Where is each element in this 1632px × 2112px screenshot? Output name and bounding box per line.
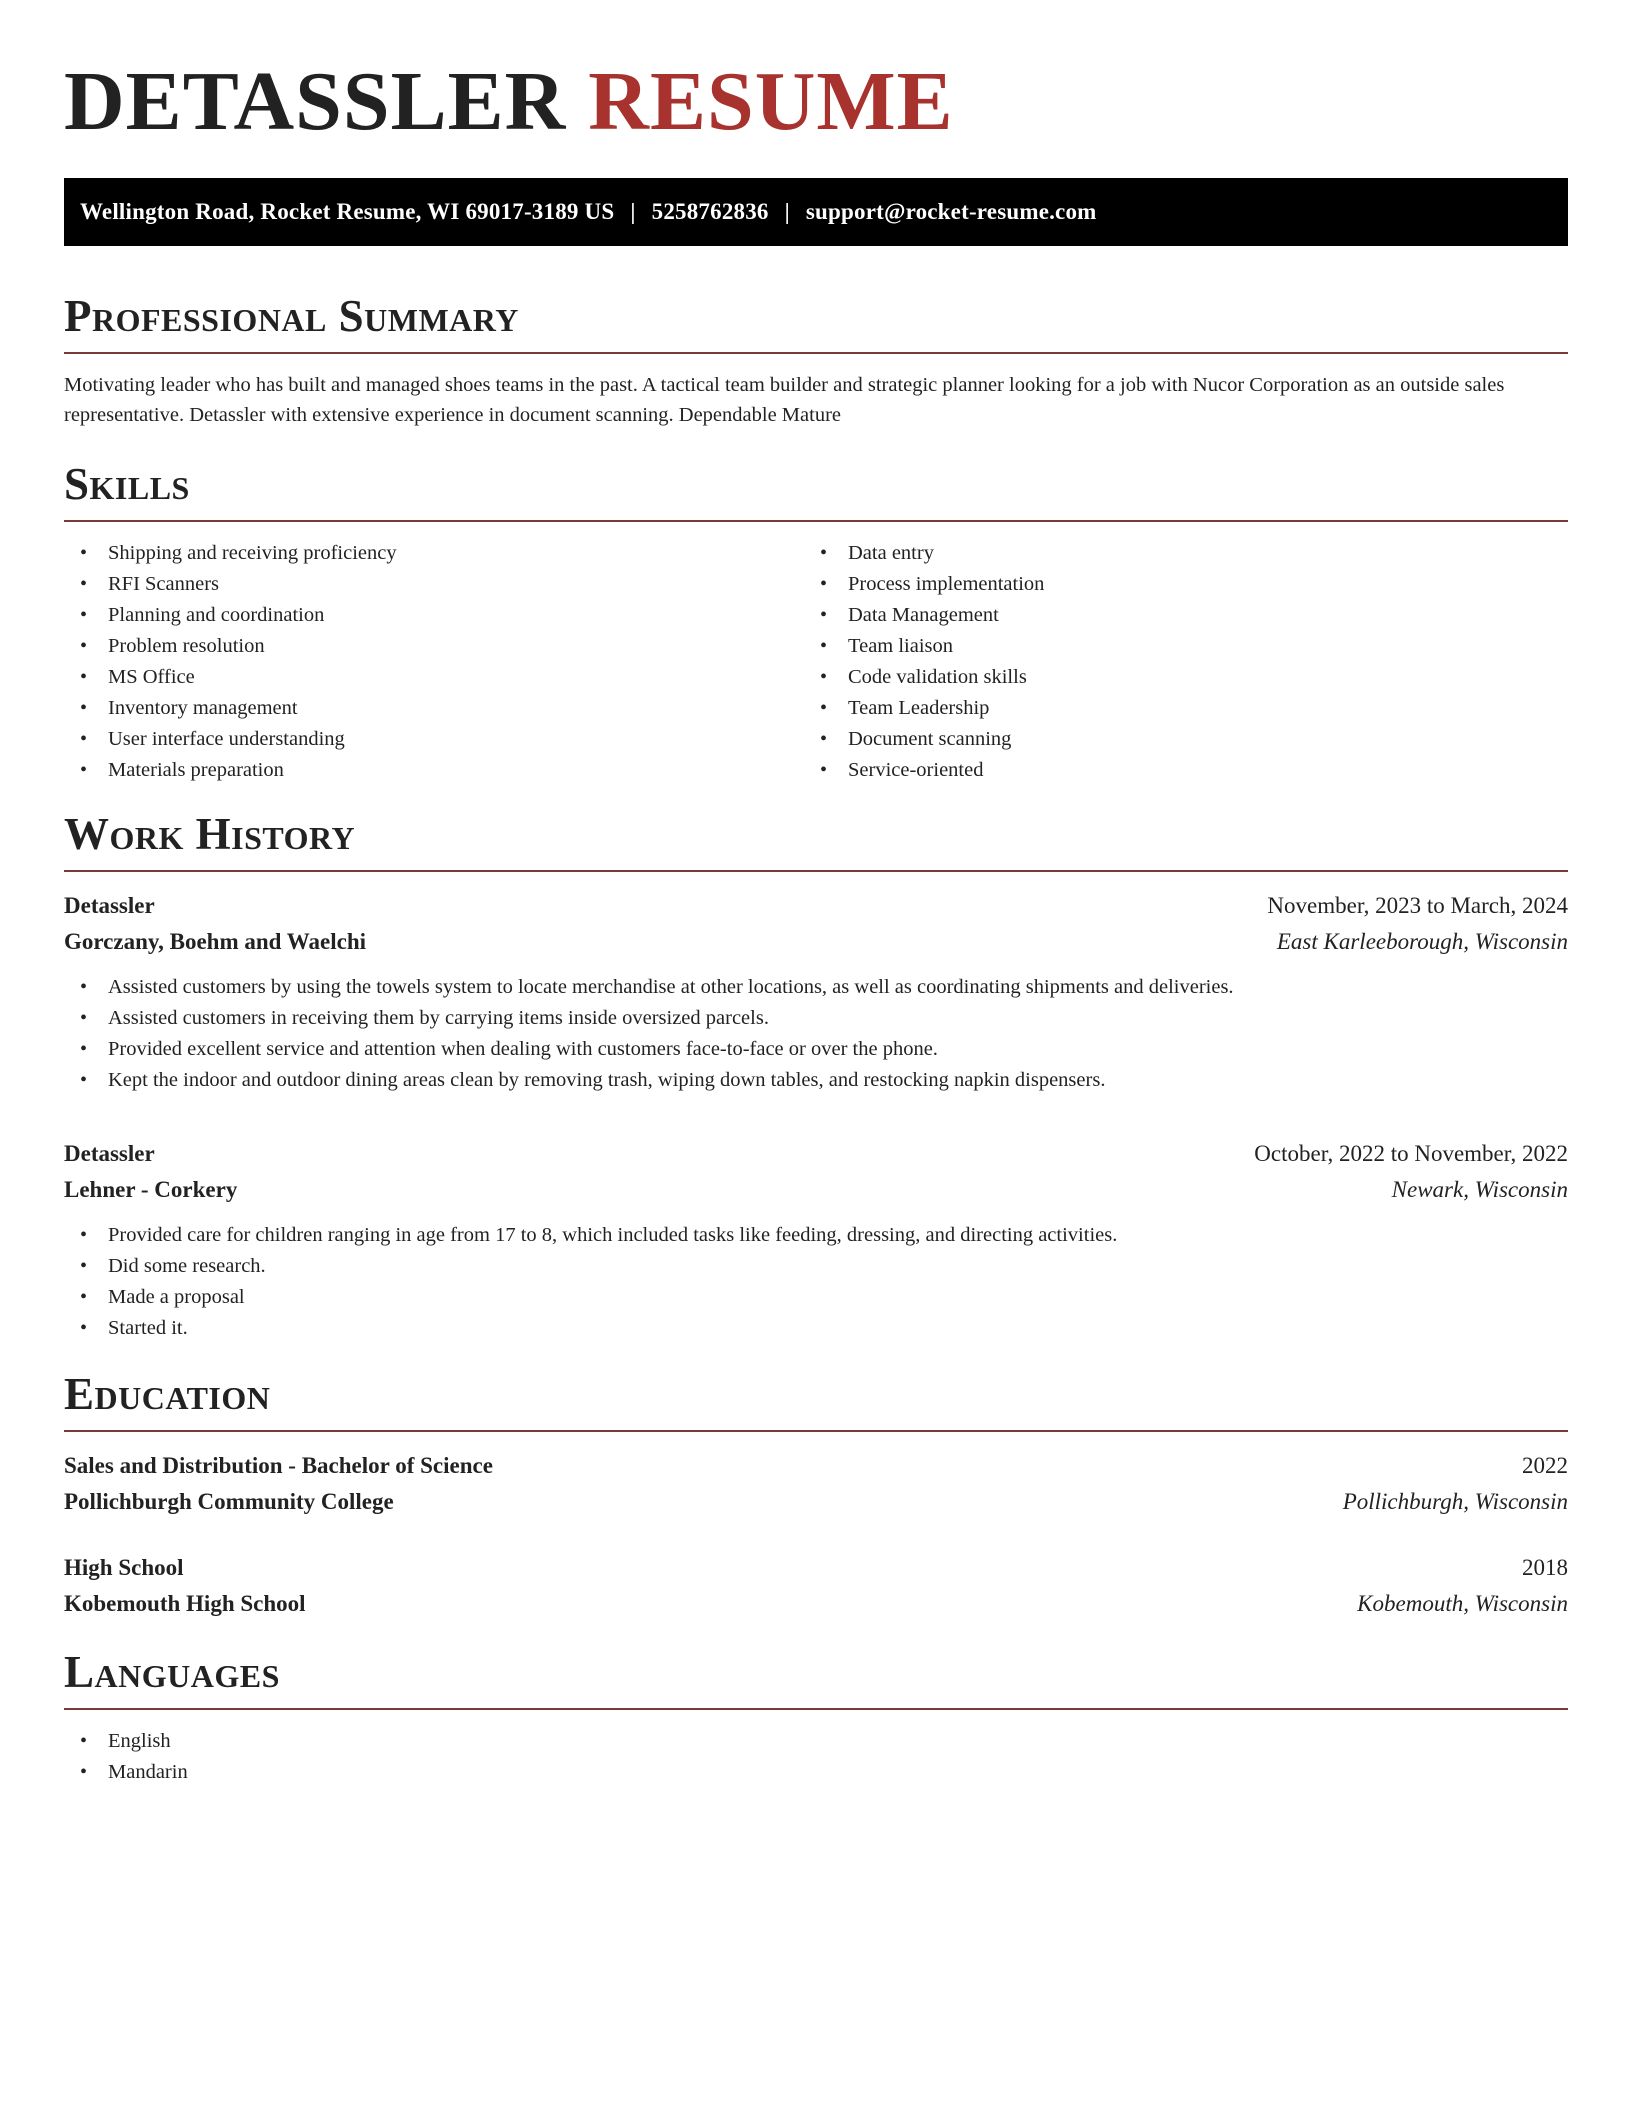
languages-list	[64, 1726, 1568, 1788]
education-section	[64, 1368, 1568, 1622]
job-header-row	[64, 1136, 1568, 1172]
skill-item: • Data entry	[804, 538, 1544, 569]
education-school-row	[64, 1484, 1568, 1520]
contact-separator: |	[784, 199, 790, 224]
education-year: 2018	[1522, 1555, 1568, 1580]
job-bullet: • Assisted customers in receiving them by carrying items inside oversized parcels.	[64, 1003, 1568, 1034]
skill-item: • RFI Scanners	[64, 569, 804, 600]
summary-section	[64, 290, 1568, 430]
job-dates: October, 2022 to November, 2022	[1254, 1141, 1568, 1166]
skill-item: • Shipping and receiving proficiency	[64, 538, 804, 569]
education-school: Kobemouth High School	[64, 1591, 306, 1616]
job-bullet: • Made a proposal	[64, 1282, 1568, 1313]
job-company: Lehner - Corkery	[64, 1177, 238, 1202]
job-bullet: • Started it.	[64, 1313, 1568, 1344]
languages-heading: Languages	[64, 1646, 1568, 1710]
job-company: Gorczany, Boehm and Waelchi	[64, 929, 367, 954]
language-item: • English	[64, 1726, 1568, 1757]
skills-columns	[64, 538, 1568, 786]
job-bullet: • Provided care for children ranging in age from 17 to 8, which included tasks like feeding, dressing, and directing activities.	[64, 1220, 1568, 1251]
job-role: Detassler	[64, 1141, 155, 1166]
skill-item: • Data Management	[804, 600, 1544, 631]
skill-item: • MS Office	[64, 662, 804, 693]
skill-item: • User interface understanding	[64, 724, 804, 755]
language-item: • Mandarin	[64, 1757, 1568, 1788]
education-year: 2022	[1522, 1453, 1568, 1478]
job-role: Detassler	[64, 893, 155, 918]
languages-section	[64, 1646, 1568, 1788]
contact-address: Wellington Road, Rocket Resume, WI 69017-3189 US	[80, 199, 615, 224]
job-bullet: • Provided excellent service and attention when dealing with customers face-to-face or over the phone.	[64, 1034, 1568, 1065]
job-bullets	[64, 1220, 1568, 1344]
skill-item: • Inventory management	[64, 693, 804, 724]
education-entry	[64, 1550, 1568, 1622]
skills-list-right	[804, 538, 1544, 786]
skill-item: • Problem resolution	[64, 631, 804, 662]
skill-item: • Service-oriented	[804, 755, 1544, 786]
job-bullets	[64, 972, 1568, 1096]
job-location: Newark, Wisconsin	[1391, 1177, 1568, 1202]
skill-item: • Planning and coordination	[64, 600, 804, 631]
work-heading: Work History	[64, 808, 1568, 872]
job-bullet: • Assisted customers by using the towels system to locate merchandise at other locations, as well as coordinating shipments and deliveries.	[64, 972, 1568, 1003]
job-dates: November, 2023 to March, 2024	[1267, 893, 1568, 918]
education-location: Pollichburgh, Wisconsin	[1342, 1489, 1568, 1514]
skill-item: • Document scanning	[804, 724, 1544, 755]
skill-item: • Process implementation	[804, 569, 1544, 600]
skills-section	[64, 458, 1568, 786]
contact-phone: 5258762836	[651, 199, 769, 224]
skills-heading: Skills	[64, 458, 1568, 522]
resume-title	[64, 52, 1568, 152]
skill-item: • Materials preparation	[64, 755, 804, 786]
skill-item: • Team Leadership	[804, 693, 1544, 724]
summary-text: Motivating leader who has built and managed shoes teams in the past. A tactical team builder and strategic planner looking for a job with Nucor Corporation as an outside sales representative. Detassler with extensive experience in document scanning. Dependable Mature	[64, 374, 1505, 426]
contact-separator: |	[630, 199, 636, 224]
job-header-row	[64, 888, 1568, 924]
education-degree: High School	[64, 1555, 184, 1580]
job-company-row	[64, 1172, 1568, 1208]
job-location: East Karleeborough, Wisconsin	[1276, 929, 1568, 954]
education-school-row	[64, 1586, 1568, 1622]
contact-bar	[64, 178, 1568, 246]
contact-email: support@rocket-resume.com	[805, 199, 1097, 224]
skill-item: • Code validation skills	[804, 662, 1544, 693]
education-entry	[64, 1448, 1568, 1520]
education-heading: Education	[64, 1368, 1568, 1432]
name-second: RESUME	[588, 55, 954, 148]
education-header-row	[64, 1550, 1568, 1586]
summary-heading: Professional Summary	[64, 290, 1568, 354]
skill-item: • Team liaison	[804, 631, 1544, 662]
education-location: Kobemouth, Wisconsin	[1357, 1591, 1568, 1616]
job-entry	[64, 888, 1568, 1096]
education-degree: Sales and Distribution - Bachelor of Science	[64, 1453, 493, 1478]
work-section	[64, 808, 1568, 1344]
job-company-row	[64, 924, 1568, 960]
name-first: DETASSLER	[64, 55, 567, 148]
education-header-row	[64, 1448, 1568, 1484]
education-school: Pollichburgh Community College	[64, 1489, 394, 1514]
job-bullet: • Kept the indoor and outdoor dining areas clean by removing trash, wiping down tables, and restocking napkin dispensers.	[64, 1065, 1568, 1096]
job-entry	[64, 1136, 1568, 1344]
job-bullet: • Did some research.	[64, 1251, 1568, 1282]
skills-list-left	[64, 538, 804, 786]
